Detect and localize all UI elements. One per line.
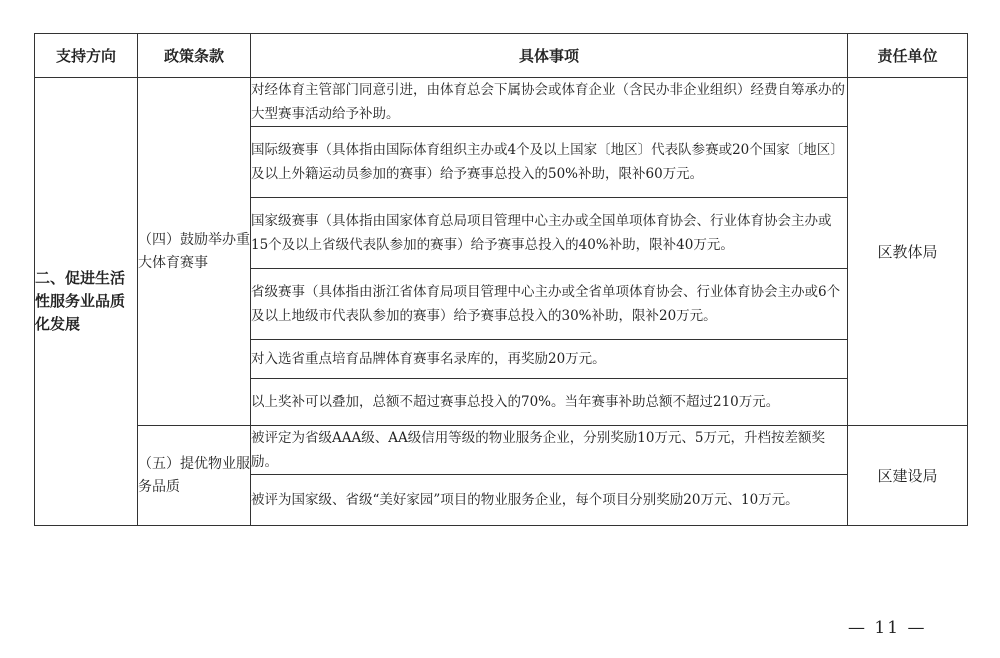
item-cell: 被评为国家级、省级“美好家园”项目的物业服务企业，每个项目分别奖励20万元、10万元。 <box>251 475 848 526</box>
item-cell: 国家级赛事（具体指由国家体育总局项目管理中心主办或全国单项体育协会、行业体育协会主办或15个及以上省级代表队参加的赛事）给予赛事总投入的40%补助，限补40万元。 <box>251 198 848 269</box>
header-clause: 政策条款 <box>138 34 251 78</box>
item-cell: 省级赛事（具体指由浙江省体育局项目管理中心主办或全省单项体育协会、行业体育协会主办或6个及以上地级市代表队参加的赛事）给予赛事总投入的30%补助，限补20万元。 <box>251 269 848 340</box>
item-cell: 对入选省重点培育品牌体育赛事名录库的，再奖励20万元。 <box>251 340 848 379</box>
unit-cell: 区建设局 <box>848 426 968 526</box>
support-direction-cell: 二、促进生活性服务业品质化发展 <box>35 78 138 526</box>
header-items: 具体事项 <box>251 34 848 78</box>
policy-table <box>34 33 968 526</box>
unit-cell: 区教体局 <box>848 78 968 426</box>
header-row <box>35 34 968 78</box>
clause-cell: （四）鼓励举办重大体育赛事 <box>138 78 251 426</box>
header-unit: 责任单位 <box>848 34 968 78</box>
table-row <box>35 426 968 475</box>
item-cell: 国际级赛事（具体指由国际体育组织主办或4个及以上国家〔地区〕代表队参赛或20个国家〔地区〕及以上外籍运动员参加的赛事）给予赛事总投入的50%补助，限补60万元。 <box>251 127 848 198</box>
item-cell: 以上奖补可以叠加，总额不超过赛事总投入的70%。当年赛事补助总额不超过210万元。 <box>251 379 848 426</box>
page-number: — 11 — <box>848 618 927 638</box>
table-row <box>35 78 968 127</box>
clause-cell: （五）提优物业服务品质 <box>138 426 251 526</box>
item-cell: 对经体育主管部门同意引进，由体育总会下属协会或体育企业（含民办非企业组织）经费自筹承办的大型赛事活动给予补助。 <box>251 78 848 127</box>
item-cell: 被评定为省级AAA级、AA级信用等级的物业服务企业，分别奖励10万元、5万元，升档按差额奖励。 <box>251 426 848 475</box>
header-direction: 支持方向 <box>35 34 138 78</box>
